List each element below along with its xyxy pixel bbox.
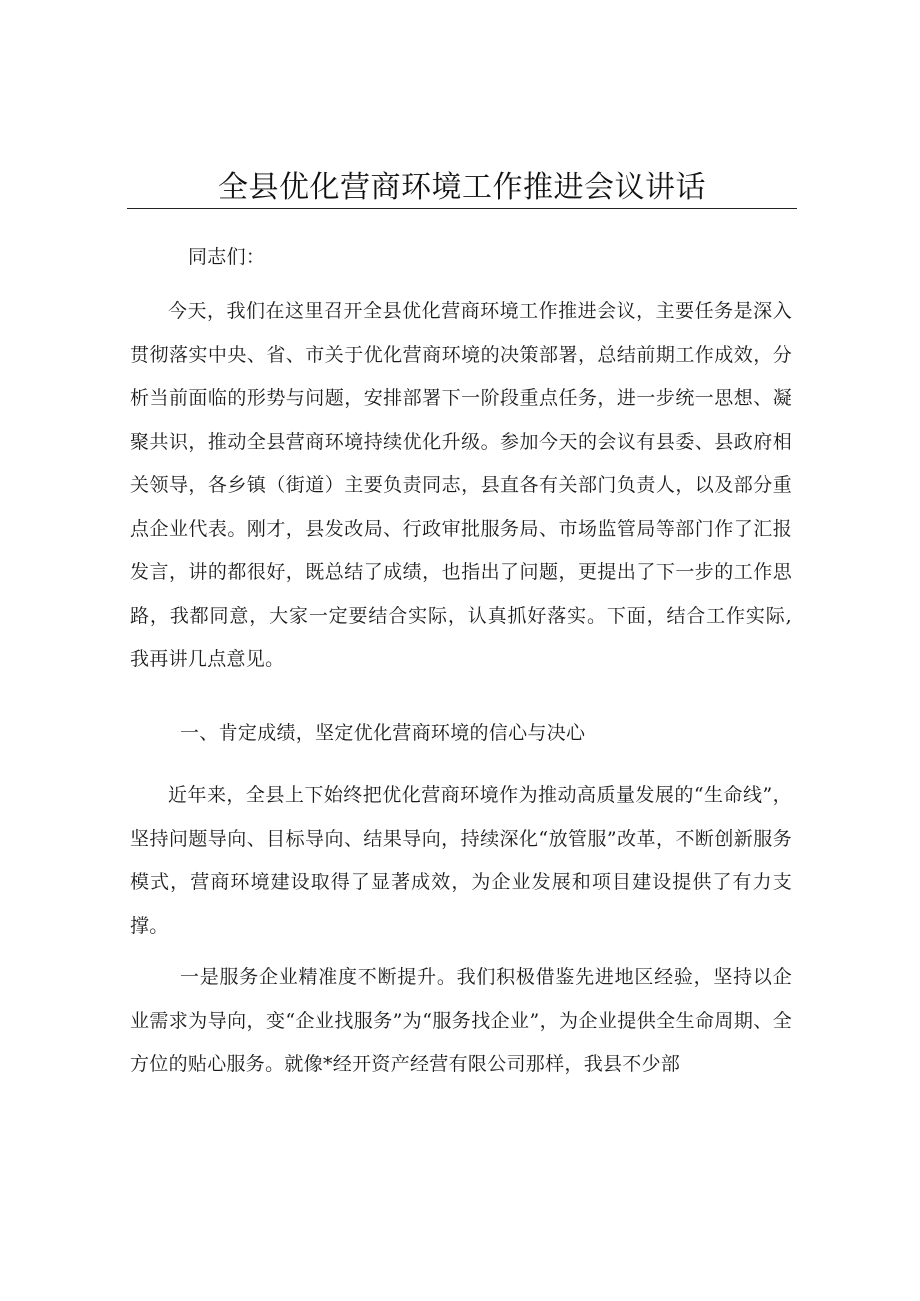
document-title: 全县优化营商环境工作推进会议讲话 — [218, 170, 706, 205]
section-heading-1: 一、肯定成绩，坚定优化营商环境的信心与决心 — [180, 722, 586, 744]
salutation: 同志们： — [188, 246, 266, 268]
section-1-paragraph: 近年来，全县上下始终把优化营商环境作为推动高质量发展的“生命线”，坚持问题导向、目标导向、结果导向，持续深化“放管服”改革，不断创新服务模式，营商环境建设取得了显著成效，为企业发展和项目建设提供了有力支撑。 — [130, 784, 792, 937]
opening-paragraph: 今天，我们在这里召开全县优化营商环境工作推进会议，主要任务是深入贯彻落实中央、省、市关于优化营商环境的决策部署，总结前期工作成效，分析当前面临的形势与问题，安排部署下一阶段重点任务，进一步统一思想、凝聚共识，推动全县营商环境持续优化升级。参加今天的会议有县委、县政府相关领导，各乡镇（街道）主要负责同志，县直各有关部门负责人，以及部分重点企业代表。刚才，县发改局、行政审批服务局、市场监管局等部门作了汇报发言，讲的都很好，既总结了成绩，也指出了问题，更提出了下一步的工作思路，我都同意，大家一定要结合实际，认真抓好落实。下面，结合工作实际,我再讲几点意见。 — [130, 300, 792, 670]
title-underline — [127, 208, 797, 209]
section-1-point-1-paragraph: 一是服务企业精准度不断提升。我们积极借鉴先进地区经验，坚持以企业需求为导向，变“企业找服务”为“服务找企业”，为企业提供全生命周期、全方位的贴心服务。就像*经开资产经营有限公司那样，我县不少部 — [130, 966, 792, 1075]
